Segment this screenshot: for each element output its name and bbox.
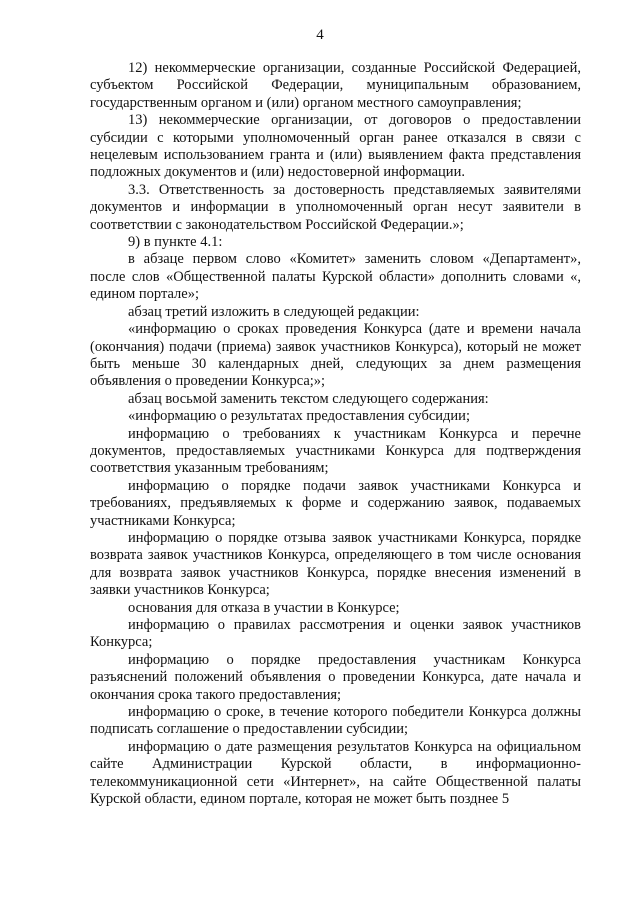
paragraph-results-publication: информацию о дате размещения результатов Конкурса на официальном сайте Администрации Курской области, в информационно-телекоммуникационной сети «Интернет», на сайте Общественной палаты Курской области, едином портале, которая не может быть позднее 5	[90, 738, 581, 808]
paragraph-agreement-deadline: информацию о сроке, в течение которого победители Конкурса должны подписать соглашение о предоставлении субсидии;	[90, 704, 581, 738]
paragraph-refusal-grounds: основания для отказа в участии в Конкурсе;	[128, 599, 400, 616]
paragraph-3-3: 3.3. Ответственность за достоверность представляемых заявителями документов и информации в уполномоченный орган несут заявители в соответствии с законодательством Российской Федерации.»;	[90, 181, 581, 233]
paragraph-eighth-abzac-intro: абзац восьмой заменить текстом следующего содержания:	[128, 390, 489, 407]
document-body	[90, 60, 581, 808]
paragraph-clarifications: информацию о порядке предоставления участникам Конкурса разъяснений положений объявления о проведении Конкурса, дате начала и окончания срока такого предоставления;	[90, 651, 581, 703]
paragraph-subsidy-results: «информацию о результатах предоставления субсидии;	[128, 408, 470, 425]
paragraph-evaluation-rules: информацию о правилах рассмотрения и оценки заявок участников Конкурса;	[90, 617, 581, 651]
paragraph-application-withdrawal: информацию о порядке отзыва заявок участниками Конкурса, порядке возврата заявок участников Конкурса, определяющего в том числе основания для возврата заявок участников Конкурса, порядке внесения изменений в заявки участников Конкурса;	[90, 529, 581, 599]
paragraph-participant-requirements: информацию о требованиях к участникам Конкурса и перечне документов, предоставляемых участниками Конкурса для подтверждения соответствия указанным требованиям;	[90, 425, 581, 477]
page-number: 4	[316, 27, 324, 43]
paragraph-item-12: 12) некоммерческие организации, созданные Российской Федерацией, субъектом Российской Федерации, муниципальным образованием, государственным органом и (или) органом местного самоуправления;	[90, 60, 581, 111]
paragraph-application-submission: информацию о порядке подачи заявок участниками Конкурса и требованиях, предъявляемых к форме и содержанию заявок, подаваемых участниками Конкурса;	[90, 477, 581, 529]
paragraph-first-abzac-change: в абзаце первом слово «Комитет» заменить словом «Департамент», после слов «Общественной палаты Курской области» дополнить словами «, едином портале»;	[90, 251, 581, 303]
paragraph-contest-dates: «информацию о сроках проведения Конкурса (дате и времени начала (окончания) подачи (приема) заявок участников Конкурса), который не может быть меньше 30 календарных дней, следующих за днем размещения объявления о проведении Конкурса;»;	[90, 321, 581, 390]
paragraph-item-13: 13) некоммерческие организации, от договоров о предоставлении субсидии с которыми уполномоченный орган ранее отказался в связи с нецелевым использованием гранта и (или) выявлением факта представления подложных документов и (или) недостоверной информации.	[90, 112, 581, 181]
paragraph-third-abzac-intro: абзац третий изложить в следующей редакции:	[128, 303, 420, 320]
paragraph-item-9: 9) в пункте 4.1:	[128, 234, 223, 251]
